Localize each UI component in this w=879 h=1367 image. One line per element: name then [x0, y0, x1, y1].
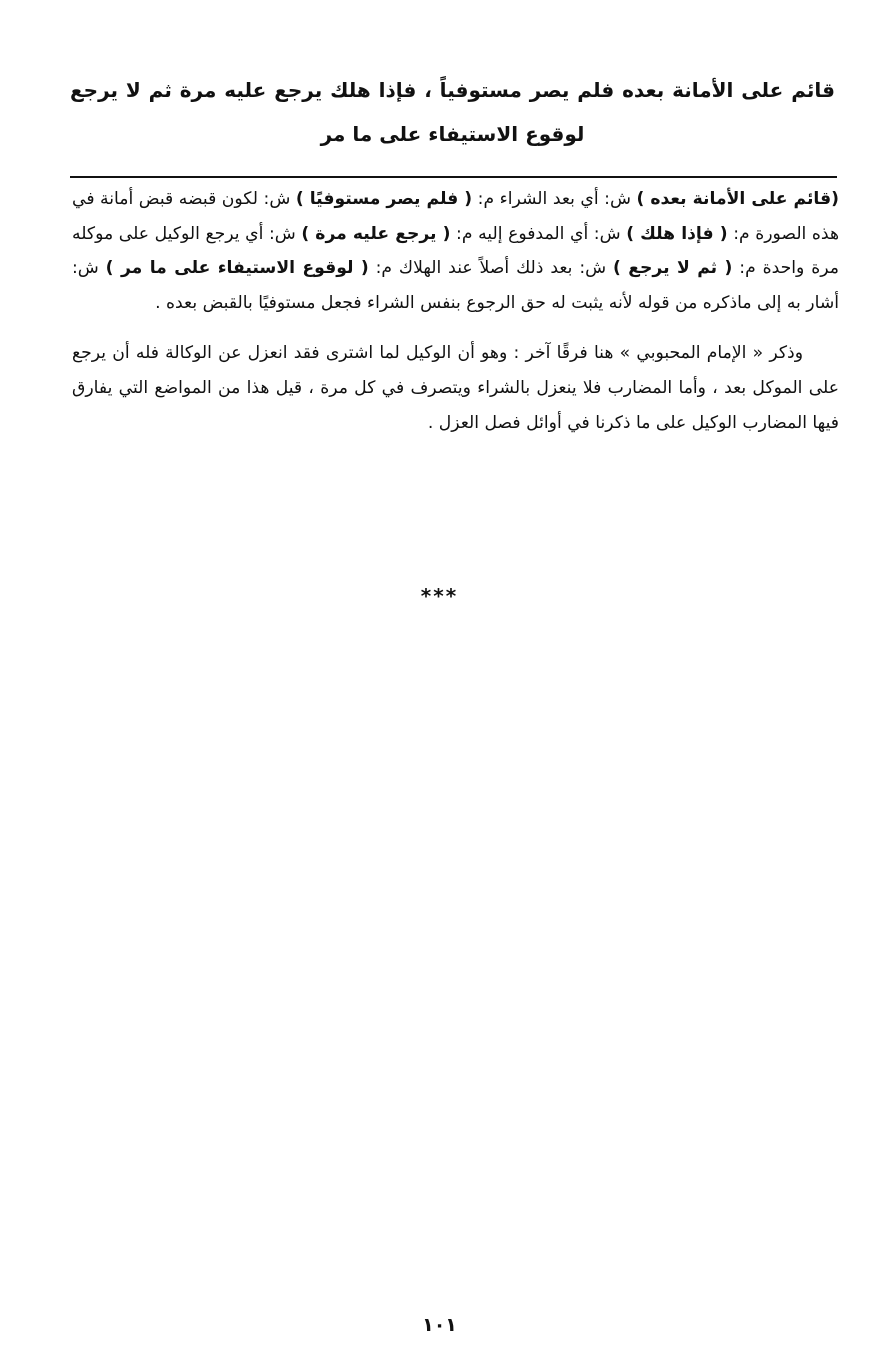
- commentary-segment: ش: أشار به إلى ماذكره من قوله لأنه يثبت له حق الرجوع بنفس الشراء فجعل مستوفيًا بالقبض بعده .: [72, 258, 839, 313]
- quoted-matn-segment: ( ثم لا يرجع ): [613, 258, 733, 279]
- commentary-segment: ش: أي بعد الشراء م:: [472, 189, 637, 209]
- quoted-matn-segment: ( فلم يصر مستوفيًا ): [295, 189, 473, 209]
- quoted-matn-segment: (قائم على الأمانة بعده ): [636, 189, 839, 209]
- commentary-segment: ش: أي يرجع الوكيل على موكله مرة واحدة م:: [72, 223, 839, 279]
- sharh-paragraph-2: وذكر « الإمام المحبوبي » هنا فرقًا آخر : وهو أن الوكيل لما اشترى فقد انعزل عن الوكالة فله أن يرجع على الموكل بعد ، وأما المضارب فلا ينعزل بالشراء ويتصرف في كل مرة ، قيل هذا من المواضع التي يفارق فيها المضارب الوكيل على ما ذكرنا في أوائل فصل العزل .: [72, 343, 839, 433]
- page-number: ١٠١: [422, 1314, 457, 1336]
- sharh-paragraph-1: [72, 182, 839, 320]
- quoted-matn-segment: ( لوقوع الاستيفاء على ما مر ): [105, 258, 369, 279]
- separator-rule: [70, 176, 837, 178]
- commentary-segment: ش: بعد ذلك أصلاً عند الهلاك م:: [368, 258, 614, 279]
- quoted-matn-segment: ( يرجع عليه مرة ): [301, 223, 451, 244]
- section-end-stars: ***: [420, 584, 459, 608]
- commentary-segment: ش: أي المدفوع إليه م:: [450, 223, 627, 244]
- commentary-segment: ش: لكون قبضه قبض أمانة في هذه الصورة م:: [72, 189, 840, 244]
- matn-text: قائم على الأمانة بعده فلم يصر مستوفياً ، فإذا هلك يرجع عليه مرة ثم لا يرجع لوقوع الاستيفاء على ما مر: [70, 78, 835, 146]
- quoted-matn-segment: ( فإذا هلك ): [626, 223, 728, 244]
- sharh-commentary: [72, 182, 839, 440]
